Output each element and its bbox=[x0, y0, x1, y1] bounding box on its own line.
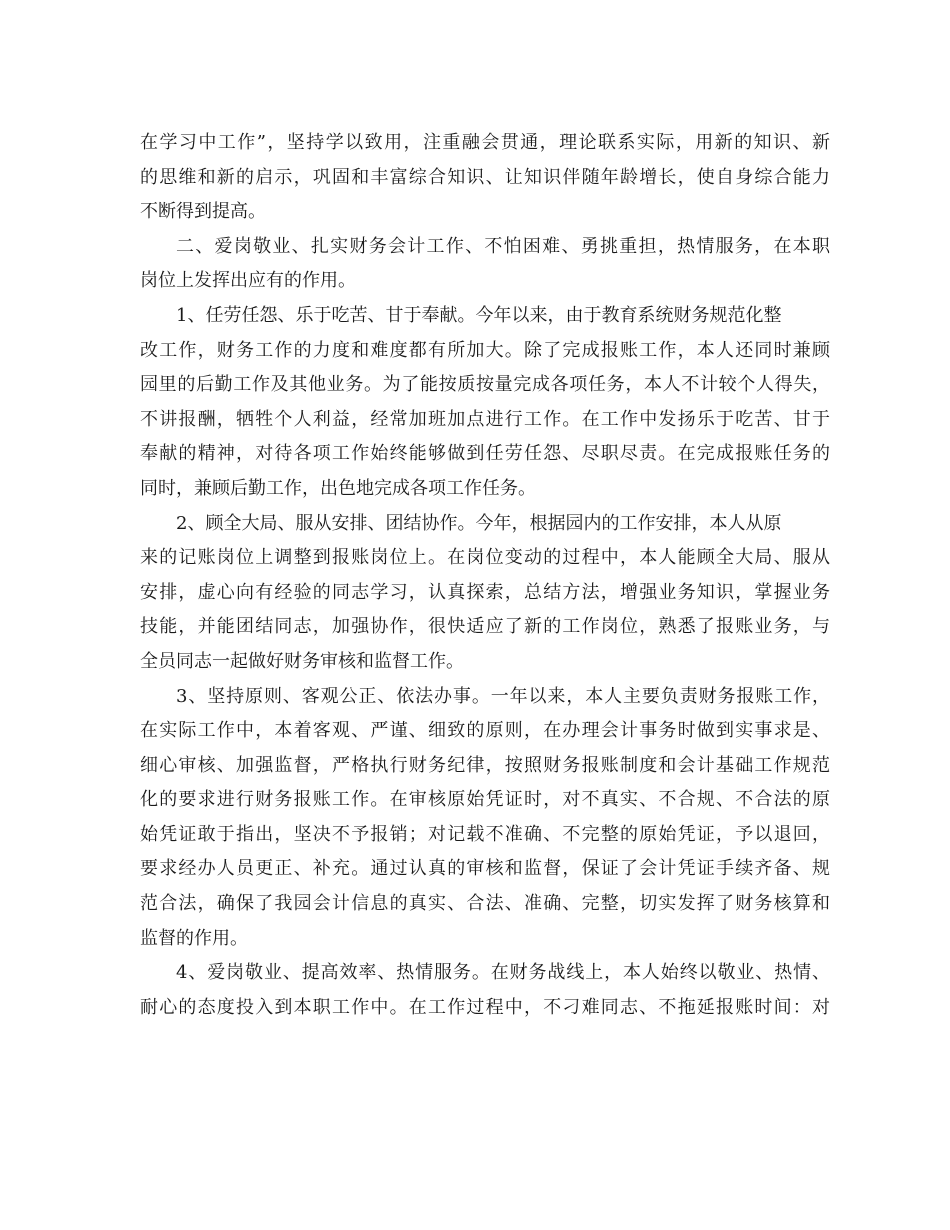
text-line: 来的记账岗位上调整到报账岗位上。在岗位变动的过程中，本人能顾全大局、服从 bbox=[140, 547, 830, 569]
paragraph-heading-line: 3、坚持原则、客观公正、依法办事。一年以来，本人主要负责财务报账工作， bbox=[176, 685, 830, 707]
text-line: 全员同志一起做好财务审核和监督工作。 bbox=[140, 650, 464, 672]
text-line: 要求经办人员更正、补充。通过认真的审核和监督，保证了会计凭证手续齐备、规 bbox=[140, 858, 830, 880]
text-line: 不断得到提高。 bbox=[140, 201, 266, 223]
text-line: 在学习中工作”，坚持学以致用，注重融会贯通，理论联系实际，用新的知识、新 bbox=[140, 132, 830, 153]
text-line: 技能，并能团结同志，加强协作，很快适应了新的工作岗位，熟悉了报账业务，与 bbox=[140, 616, 830, 638]
text-line: 范合法，确保了我园会计信息的真实、合法、准确、完整，切实发挥了财务核算和 bbox=[140, 893, 830, 915]
document-body bbox=[140, 126, 830, 1025]
text-line: 化的要求进行财务报账工作。在审核原始凭证时，对不真实、不合规、不合法的原 bbox=[140, 789, 830, 811]
text-line: 改工作，财务工作的力度和难度都有所加大。除了完成报账工作，本人还同时兼顾 bbox=[140, 339, 830, 361]
paragraph-heading-line: 1、任劳任怨、乐于吃苦、甘于奉献。今年以来，由于教育系统财务规范化整 bbox=[176, 304, 782, 326]
text-line: 岗位上发挥出应有的作用。 bbox=[140, 270, 356, 292]
text-line: 园里的后勤工作及其他业务。为了能按质按量完成各项任务，本人不计较个人得失， bbox=[140, 374, 830, 396]
text-line: 奉献的精神，对待各项工作始终能够做到任劳任怨、尽职尽责。在完成报账任务的 bbox=[140, 443, 830, 465]
text-line: 的思维和新的启示，巩固和丰富综合知识、让知识伴随年龄增长，使自身综合能力 bbox=[140, 166, 830, 188]
text-line: 细心审核、加强监督，严格执行财务纪律，按照财务报账制度和会计基础工作规范 bbox=[140, 754, 830, 776]
text-line: 耐心的态度投入到本职工作中。在工作过程中，不刁难同志、不拖延报账时间：对 bbox=[140, 996, 830, 1018]
text-line: 监督的作用。 bbox=[140, 927, 248, 949]
text-line: 安排，虚心向有经验的同志学习，认真探索，总结方法，增强业务知识，掌握业务 bbox=[140, 581, 830, 603]
text-line: 在实际工作中，本着客观、严谨、细致的原则，在办理会计事务时做到实事求是、 bbox=[140, 720, 830, 742]
paragraph-heading-line: 二、爱岗敬业、扎实财务会计工作、不怕困难、勇挑重担，热情服务，在本职 bbox=[176, 235, 830, 257]
text-line: 不讲报酬，牺牲个人利益，经常加班加点进行工作。在工作中发扬乐于吃苦、甘于 bbox=[140, 408, 830, 430]
paragraph-heading-line: 2、顾全大局、服从安排、团结协作。今年，根据园内的工作安排，本人从原 bbox=[176, 512, 782, 534]
paragraph-heading-line: 4、爱岗敬业、提高效率、热情服务。在财务战线上，本人始终以敬业、热情、 bbox=[176, 962, 830, 984]
text-line: 同时，兼顾后勤工作，出色地完成各项工作任务。 bbox=[140, 477, 536, 499]
text-line: 始凭证敢于指出，坚决不予报销；对记载不准确、不完整的原始凭证，予以退回， bbox=[140, 823, 830, 845]
